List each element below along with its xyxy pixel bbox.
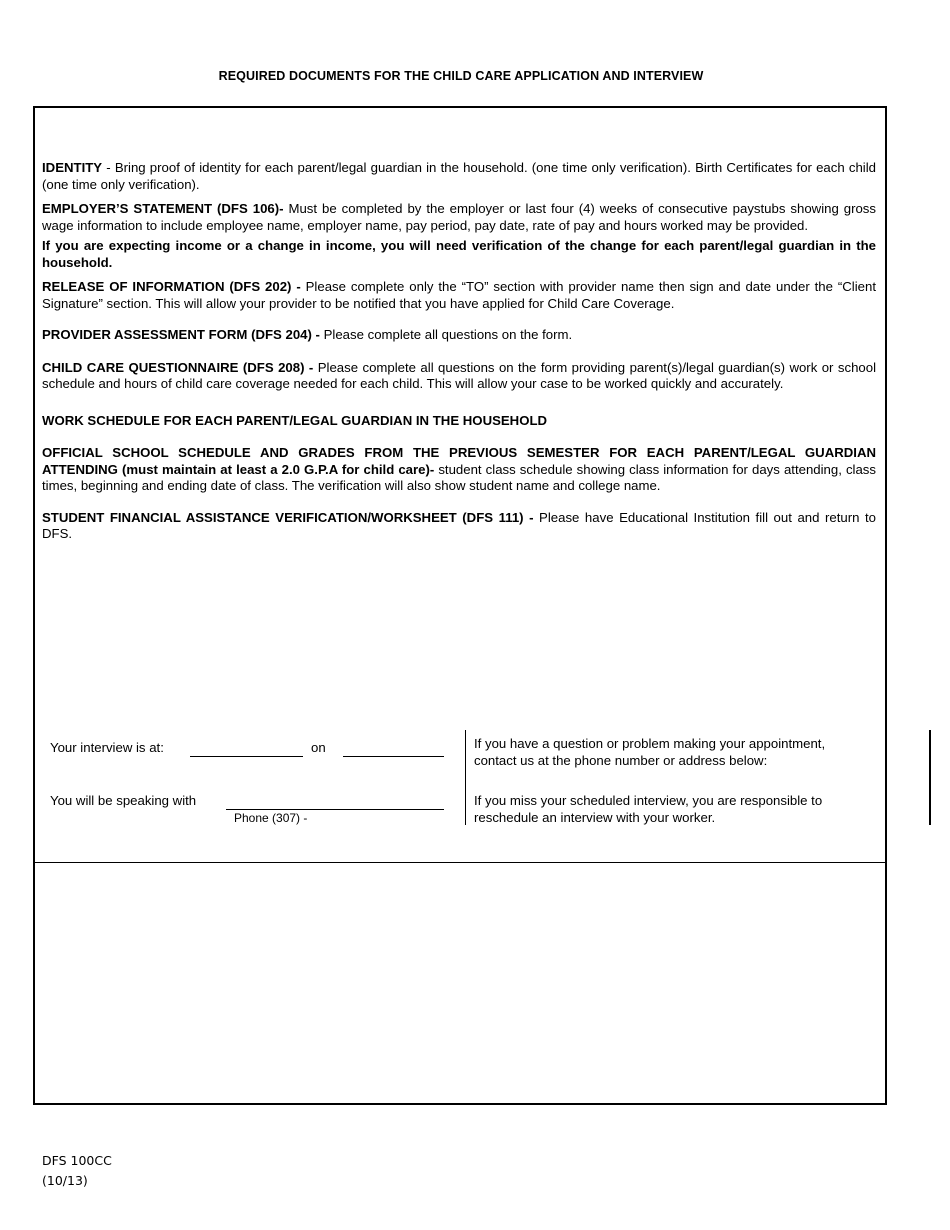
form-number: DFS 100CC xyxy=(42,1153,112,1168)
margin-mark xyxy=(929,730,931,825)
interview-time-field[interactable] xyxy=(190,756,303,757)
financial-section xyxy=(42,510,876,543)
section-divider xyxy=(35,862,887,863)
financial-heading: STUDENT FINANCIAL ASSISTANCE VERIFICATION/WORKSHEET (DFS 111) - xyxy=(42,509,534,525)
employer-text: Must be completed by the employer or last four (4) weeks of consecutive paystubs showing gross wage information to include employee name, employer name, pay period, pay date, rate of pay and hours worked may be provided. xyxy=(42,201,876,233)
question-contact-text: If you have a question or problem making your appointment, contact us at the phone number or address below: xyxy=(474,736,826,768)
provider-section xyxy=(42,327,876,344)
interview-divider xyxy=(465,730,466,825)
release-text: Please complete only the “TO” section with provider name then sign and date under the “Client Signature” section. This will allow your provider to be notified that you have applied for Child Care Coverage. xyxy=(42,279,876,311)
provider-text: Please complete all questions on the form. xyxy=(319,327,573,342)
official-schedule-section xyxy=(42,445,876,495)
form-revision: (10/13) xyxy=(42,1173,88,1188)
interview-on-label: on xyxy=(311,740,326,755)
worker-name-field[interactable] xyxy=(226,809,444,810)
questionnaire-heading: CHILD CARE QUESTIONNAIRE (DFS 208) - xyxy=(42,359,314,375)
official-text: student class schedule showing class information for days attending, class times, beginning and ending date of class. The verification will also show student name and college name. xyxy=(42,461,876,493)
missed-interview-text: If you miss your scheduled interview, you are responsible to reschedule an interview with your worker. xyxy=(474,793,823,825)
requirements-list xyxy=(42,160,876,543)
questionnaire-section xyxy=(42,360,876,393)
identity-section xyxy=(42,160,876,193)
release-section xyxy=(42,279,876,312)
employer-statement-section xyxy=(42,201,876,234)
official-heading: OFFICIAL SCHOOL SCHEDULE AND GRADES FROM THE PREVIOUS SEMESTER FOR EACH PARENT/LEGAL GUARDIAN ATTENDING (must maintain at least a 2.0 G.P.A for child care)- xyxy=(42,445,876,477)
work-schedule-section: WORK SCHEDULE FOR EACH PARENT/LEGAL GUARDIAN IN THE HOUSEHOLD xyxy=(42,412,548,428)
questionnaire-text: Please complete all questions on the form providing parent(s)/legal guardian(s) work or school schedule and hours of child care coverage needed for each child. This will allow your case to be worked quickly and accurately. xyxy=(42,359,876,391)
release-heading: RELEASE OF INFORMATION (DFS 202) - xyxy=(42,279,301,294)
phone-label: Phone (307) - xyxy=(234,811,308,825)
identity-text: - Bring proof of identity for each parent/legal guardian in the household. (one time only verification). Birth Certificates for each child (one time only verification). xyxy=(42,160,876,192)
employer-heading: EMPLOYER’S STATEMENT (DFS 106)- xyxy=(42,201,284,216)
provider-heading: PROVIDER ASSESSMENT FORM (DFS 204) - xyxy=(42,327,320,342)
speaking-with-label: You will be speaking with xyxy=(50,793,197,808)
interview-label: Your interview is at: xyxy=(50,740,164,755)
identity-heading: IDENTITY xyxy=(42,160,103,175)
interview-date-field[interactable] xyxy=(343,756,444,757)
financial-text: Please have Educational Institution fill out and return to DFS. xyxy=(42,509,877,541)
income-note: If you are expecting income or a change in income, you will need verification of the change for each parent/legal guardian in the household. xyxy=(42,238,876,270)
page-title: REQUIRED DOCUMENTS FOR THE CHILD CARE APPLICATION AND INTERVIEW xyxy=(218,69,704,83)
